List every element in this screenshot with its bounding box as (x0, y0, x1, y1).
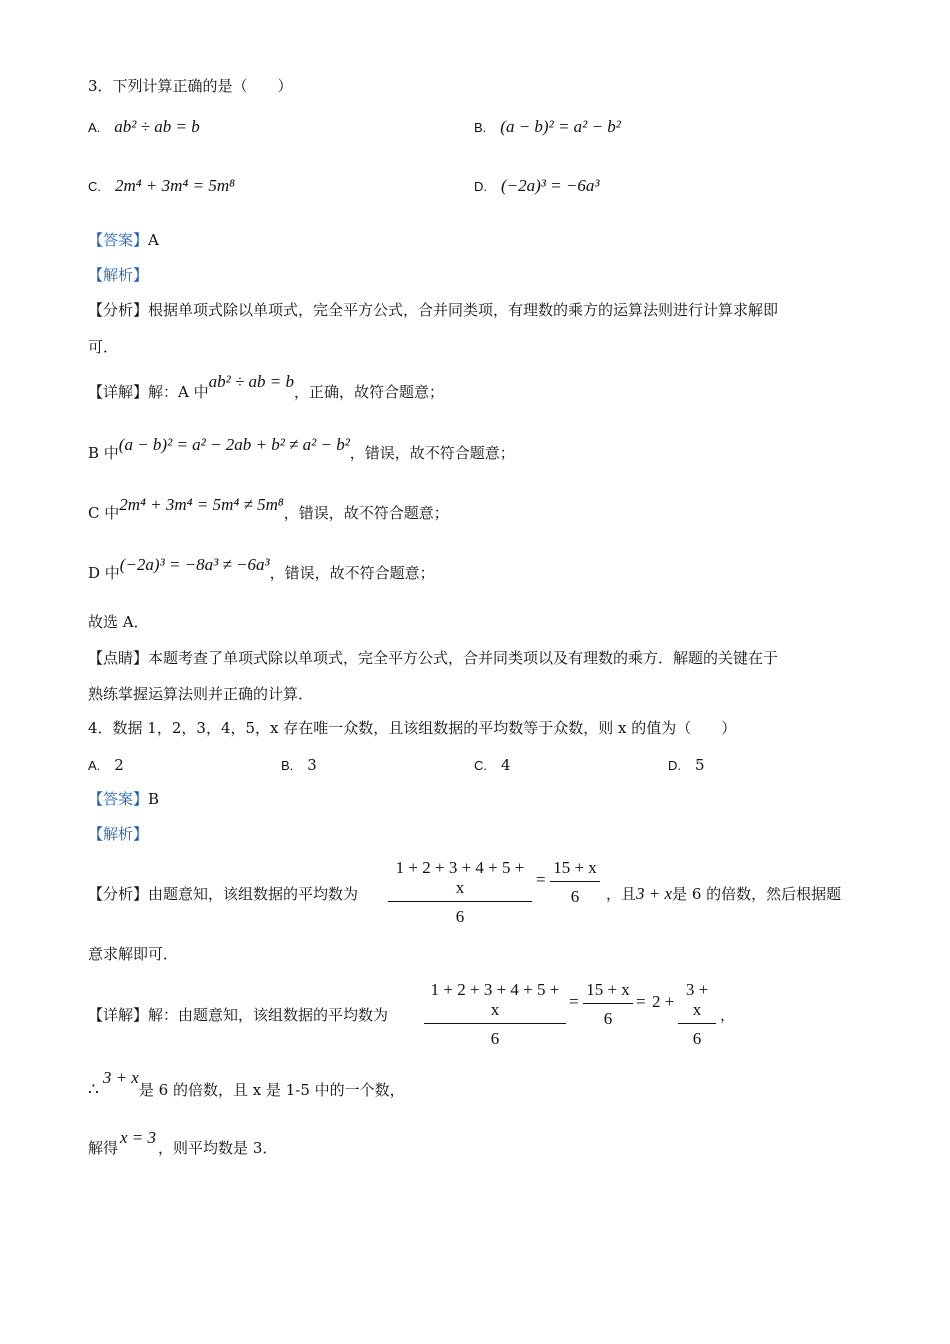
q4-detail-comma: ， (720, 1006, 736, 1024)
q3-stem: 3．下列计算正确的是（ ） (88, 77, 293, 95)
q4-fenxi-line2: 意求解即可． (88, 945, 179, 963)
q4-option-a: A. 2 (88, 756, 124, 774)
q4-fenxi-tail: ，且3 + x是 6 的倍数，然后根据题 (606, 884, 842, 903)
q4-detail-equals-2: = (636, 992, 646, 1011)
q4-therefore-line: ∴3 + x是 6 的倍数，且 x 是 1-5 中的一个数， (88, 1068, 405, 1100)
q4-analysis-heading: 【解析】 (88, 825, 149, 843)
q4-fenxi-fraction-total: $\frac{15 + x}{6}$ (550, 858, 600, 907)
q3-detail-c: C 中2m⁴ + 3m⁴ = 5m⁴ ≠ 5m⁸，错误，故不符合题意； (88, 495, 449, 522)
q4-detail-text: 【详解】解：由题意知，该组数据的平均数为 (88, 1006, 389, 1024)
q4-detail-two-plus: 2 + (652, 992, 675, 1011)
q4-fenxi-fraction-sum: $\frac{1 + 2 + 3 + 4 + 5 + x}{6}$ (388, 858, 532, 927)
q3-dianjing-line2: 熟练掌握运算法则并正确的计算． (88, 685, 314, 703)
q4-detail-fraction-part: $\frac{3 + x}{6}$ (678, 980, 716, 1049)
q3-detail-b: B 中(a − b)² = a² − 2ab + b² ≠ a² − b²，错误，故不符合题意； (88, 435, 515, 462)
q4-detail-fraction-total: $\frac{15 + x}{6}$ (583, 980, 633, 1029)
q4-solve-line: 解得x = 3，则平均数是 3． (88, 1128, 278, 1157)
q3-detail-d: D 中(−2a)³ = −8a³ ≠ −6a³，错误，故不符合题意； (88, 555, 435, 582)
q3-conclusion: 故选 A． (88, 613, 149, 631)
q4-option-c: C. 4 (474, 756, 511, 774)
q3-fenxi-line1: 【分析】根据单项式除以单项式，完全平方公式，合并同类项，有理数的乘方的运算法则进行计算求解即 (88, 301, 779, 319)
q3-detail-a: 【详解】解：A 中ab² ÷ ab = b，正确，故符合题意； (88, 372, 445, 401)
q3-analysis-heading: 【解析】 (88, 266, 149, 284)
q4-stem: 4．数据 1，2，3，4，5，x 存在唯一众数，且该组数据的平均数等于众数，则 x 的值为（ ） (88, 719, 737, 737)
q3-option-a: A. ab² ÷ ab = b (88, 117, 200, 136)
q4-option-d: D. 5 (668, 756, 705, 774)
q3-option-c: C. 2m⁴ + 3m⁴ = 5m⁸ (88, 176, 236, 195)
q4-fenxi-text: 【分析】由题意知，该组数据的平均数为 (88, 885, 359, 903)
q3-answer: 【答案】A (88, 231, 159, 249)
q4-detail-equals-1: = (569, 992, 579, 1011)
q3-option-d: D. (−2a)³ = −6a³ (474, 176, 600, 195)
q4-answer: 【答案】B (88, 790, 160, 808)
q3-dianjing-line1: 【点睛】本题考查了单项式除以单项式，完全平方公式，合并同类项以及有理数的乘方．解题的关键在于 (88, 649, 779, 667)
q4-fenxi-equals: = (536, 870, 546, 889)
q4-detail-fraction-sum: $\frac{1 + 2 + 3 + 4 + 5 + x}{6}$ (424, 980, 566, 1049)
q3-option-b: B. (a − b)² = a² − b² (474, 117, 621, 136)
q3-fenxi-line2: 可． (88, 338, 119, 356)
q4-option-b: B. 3 (281, 756, 317, 774)
